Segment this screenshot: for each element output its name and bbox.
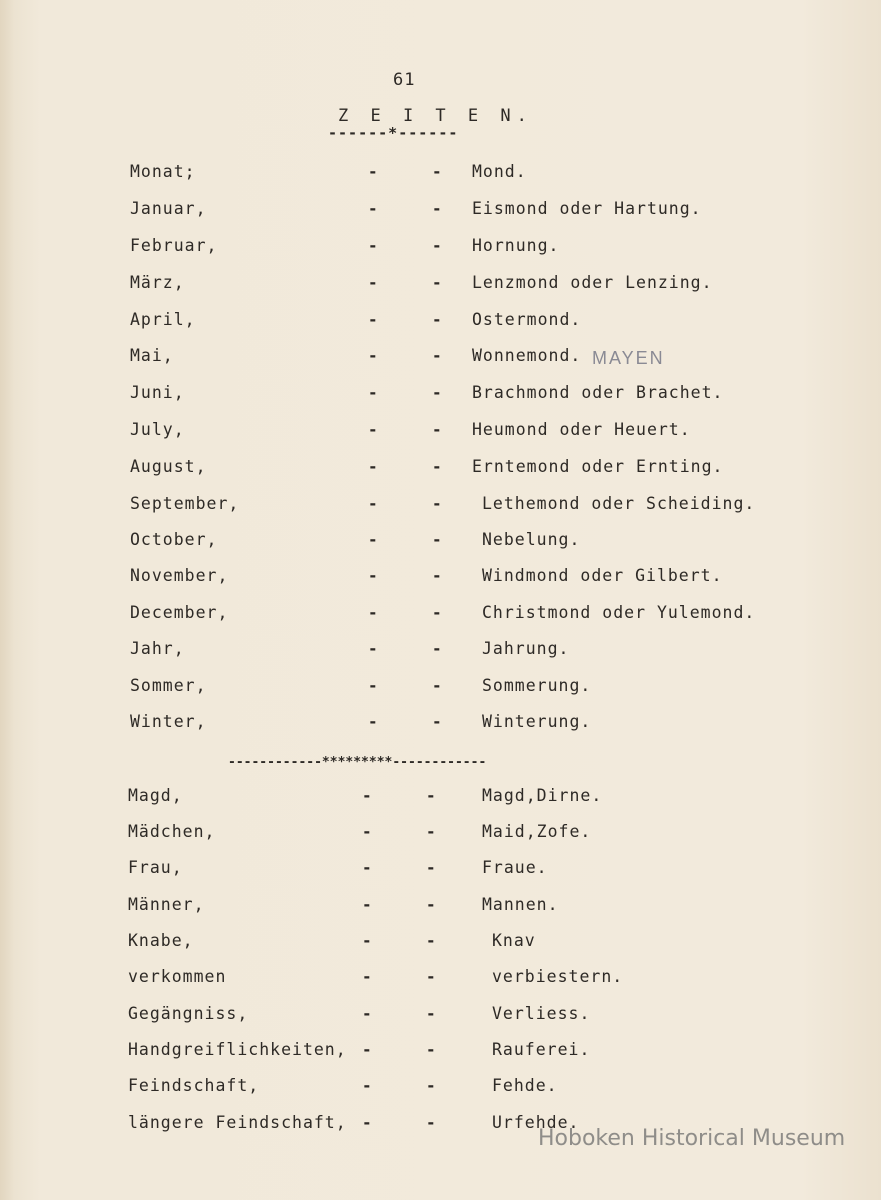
term: July, [130, 420, 185, 439]
list-item [0, 858, 881, 884]
dash: - [368, 603, 379, 622]
dash: - [368, 199, 379, 218]
gloss: Magd,Dirne. [482, 786, 603, 805]
list-item [0, 1040, 881, 1066]
gloss: Sommerung. [482, 676, 592, 695]
list-item [0, 273, 881, 299]
gloss: Knav [492, 931, 536, 950]
list-item [0, 1004, 881, 1030]
gloss: Ostermond. [472, 310, 582, 329]
term: December, [130, 603, 229, 622]
dash: - [362, 822, 373, 841]
term: Sommer, [130, 676, 207, 695]
dash: - [368, 566, 379, 585]
list-item [0, 420, 881, 446]
gloss: Maid,Zofe. [482, 822, 592, 841]
dash: - [368, 273, 379, 292]
dash: - [432, 346, 443, 365]
term: Mai, [130, 346, 174, 365]
list-item [0, 494, 881, 520]
dash: - [426, 895, 437, 914]
gloss: Winterung. [482, 712, 592, 731]
list-item [0, 712, 881, 738]
dash: - [362, 1040, 373, 1059]
dash: - [426, 1004, 437, 1023]
term: April, [130, 310, 196, 329]
gloss: Windmond oder Gilbert. [482, 566, 723, 585]
dash: - [432, 383, 443, 402]
dash: - [432, 162, 443, 181]
gloss: Mannen. [482, 895, 559, 914]
term: Mädchen, [128, 822, 216, 841]
gloss: Rauferei. [492, 1040, 591, 1059]
dash: - [368, 236, 379, 255]
dash: - [432, 310, 443, 329]
dash: - [368, 639, 379, 658]
dash: - [426, 1113, 437, 1132]
term: verkommen [128, 967, 227, 986]
term: Magd, [128, 786, 183, 805]
dash: - [362, 1004, 373, 1023]
dash: - [432, 712, 443, 731]
gloss: Lenzmond oder Lenzing. [472, 273, 713, 292]
dash: - [368, 310, 379, 329]
term: Januar, [130, 199, 207, 218]
dash: - [362, 1113, 373, 1132]
dash: - [426, 1076, 437, 1095]
dash: - [432, 199, 443, 218]
title-underline: ------*------ [328, 124, 459, 142]
gloss: Nebelung. [482, 530, 581, 549]
term: Februar, [130, 236, 218, 255]
gloss: Verliess. [492, 1004, 591, 1023]
dash: - [432, 603, 443, 622]
term: Jahr, [130, 639, 185, 658]
gloss: Erntemond oder Ernting. [472, 457, 724, 476]
dash: - [426, 931, 437, 950]
stamp-text: MAYEN [592, 348, 665, 368]
list-item [0, 310, 881, 336]
gloss: Jahrung. [482, 639, 570, 658]
gloss: Mond. [472, 162, 527, 181]
dash: - [368, 676, 379, 695]
gloss: Wonnemond. [472, 346, 582, 365]
gloss: Lethemond oder Scheiding. [482, 494, 756, 513]
list-item [0, 346, 881, 372]
dash: - [368, 494, 379, 513]
term: August, [130, 457, 207, 476]
section-separator: ------------*********------------ [228, 755, 487, 770]
dash: - [362, 858, 373, 877]
list-item [0, 530, 881, 556]
list-item [0, 639, 881, 665]
dash: - [432, 494, 443, 513]
dash: - [432, 530, 443, 549]
dash: - [426, 967, 437, 986]
dash: - [426, 786, 437, 805]
dash: - [368, 162, 379, 181]
dash: - [368, 712, 379, 731]
term: Juni, [130, 383, 185, 402]
list-item [0, 822, 881, 848]
term: November, [130, 566, 229, 585]
list-item [0, 967, 881, 993]
dash: - [368, 420, 379, 439]
list-item [0, 162, 881, 188]
term: Feindschaft, [128, 1076, 260, 1095]
list-item [0, 383, 881, 409]
dash: - [432, 457, 443, 476]
dash: - [426, 858, 437, 877]
term: Männer, [128, 895, 205, 914]
list-item [0, 931, 881, 957]
list-item [0, 895, 881, 921]
term: März, [130, 273, 185, 292]
dash: - [368, 457, 379, 476]
dash: - [426, 822, 437, 841]
gloss: verbiestern. [492, 967, 624, 986]
dash: - [426, 1040, 437, 1059]
list-item [0, 199, 881, 225]
term: Frau, [128, 858, 183, 877]
gloss: Brachmond oder Brachet. [472, 383, 724, 402]
list-item [0, 236, 881, 262]
gloss: Eismond oder Hartung. [472, 199, 702, 218]
dash: - [362, 786, 373, 805]
gloss: Hornung. [472, 236, 560, 255]
dash: - [362, 967, 373, 986]
dash: - [432, 566, 443, 585]
page-title: Z E I T E N. [338, 106, 533, 126]
dash: - [432, 639, 443, 658]
dash: - [432, 676, 443, 695]
gloss: Fehde. [492, 1076, 558, 1095]
dash: - [362, 1076, 373, 1095]
dash: - [432, 420, 443, 439]
dash: - [432, 236, 443, 255]
gloss: Christmond oder Yulemond. [482, 603, 756, 622]
dash: - [362, 931, 373, 950]
list-item [0, 1076, 881, 1102]
page-number: 61 [393, 70, 416, 90]
watermark: Hoboken Historical Museum [538, 1126, 846, 1151]
list-item [0, 786, 881, 812]
list-item [0, 603, 881, 629]
term: Knabe, [128, 931, 194, 950]
term: September, [130, 494, 240, 513]
gloss: Urfehde. [492, 1113, 580, 1132]
term: Handgreiflichkeiten, [128, 1040, 347, 1059]
list-item [0, 566, 881, 592]
list-item [0, 676, 881, 702]
dash: - [362, 895, 373, 914]
gloss: Fraue. [482, 858, 548, 877]
term: Monat; [130, 162, 196, 181]
term: Gegängniss, [128, 1004, 249, 1023]
list-item [0, 457, 881, 483]
dash: - [432, 273, 443, 292]
term: October, [130, 530, 218, 549]
gloss: Heumond oder Heuert. [472, 420, 691, 439]
term: Winter, [130, 712, 207, 731]
term: längere Feindschaft, [128, 1113, 347, 1132]
dash: - [368, 383, 379, 402]
dash: - [368, 530, 379, 549]
dash: - [368, 346, 379, 365]
